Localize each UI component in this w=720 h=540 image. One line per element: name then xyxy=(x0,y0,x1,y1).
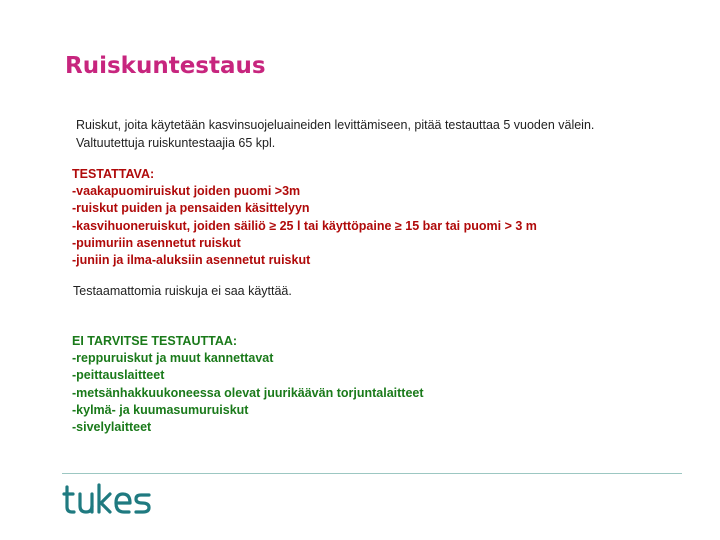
tukes-logo xyxy=(62,481,156,517)
tested-item: -puimuriin asennetut ruiskut xyxy=(72,235,241,250)
usage-notice: Testaamattomia ruiskuja ei saa käyttää. xyxy=(73,284,292,298)
page-title: Ruiskuntestaus xyxy=(65,53,266,79)
not-tested-item: -peittauslaitteet xyxy=(72,368,165,383)
not-tested-heading: EI TARVITSE TESTAUTTAA: xyxy=(72,334,238,348)
not-tested-item: -kylmä- ja kuumasumuruiskut xyxy=(72,402,249,417)
tested-item: -vaakapuomiruiskut joiden puomi >3m xyxy=(72,184,301,199)
intro-line-2: Valtuutettuja ruiskuntestaajia 65 kpl. xyxy=(76,136,276,150)
tested-item: -juniin ja ilma-aluksiin asennetut ruiskut xyxy=(72,253,311,268)
intro-text xyxy=(76,116,696,152)
tested-heading: TESTATTAVA: xyxy=(72,167,155,181)
intro-line-1: Ruiskut, joita käytetään kasvinsuojeluaineiden levittämiseen, pitää testauttaa 5 vuoden välein. xyxy=(76,118,595,132)
tested-list xyxy=(72,166,537,269)
tested-item: -kasvihuoneruiskut, joiden säiliö ≥ 25 l tai käyttöpaine ≥ 15 bar tai puomi > 3 m xyxy=(72,218,537,233)
not-tested-item: -metsänhakkuukoneessa olevat juurikäävän torjuntalaitteet xyxy=(72,385,424,400)
not-tested-item: -reppuruiskut ja muut kannettavat xyxy=(72,351,274,366)
tested-item: -ruiskut puiden ja pensaiden käsittelyyn xyxy=(72,201,310,216)
footer-divider xyxy=(62,473,682,474)
not-tested-list xyxy=(72,333,424,436)
not-tested-item: -sivelylaitteet xyxy=(72,420,152,435)
